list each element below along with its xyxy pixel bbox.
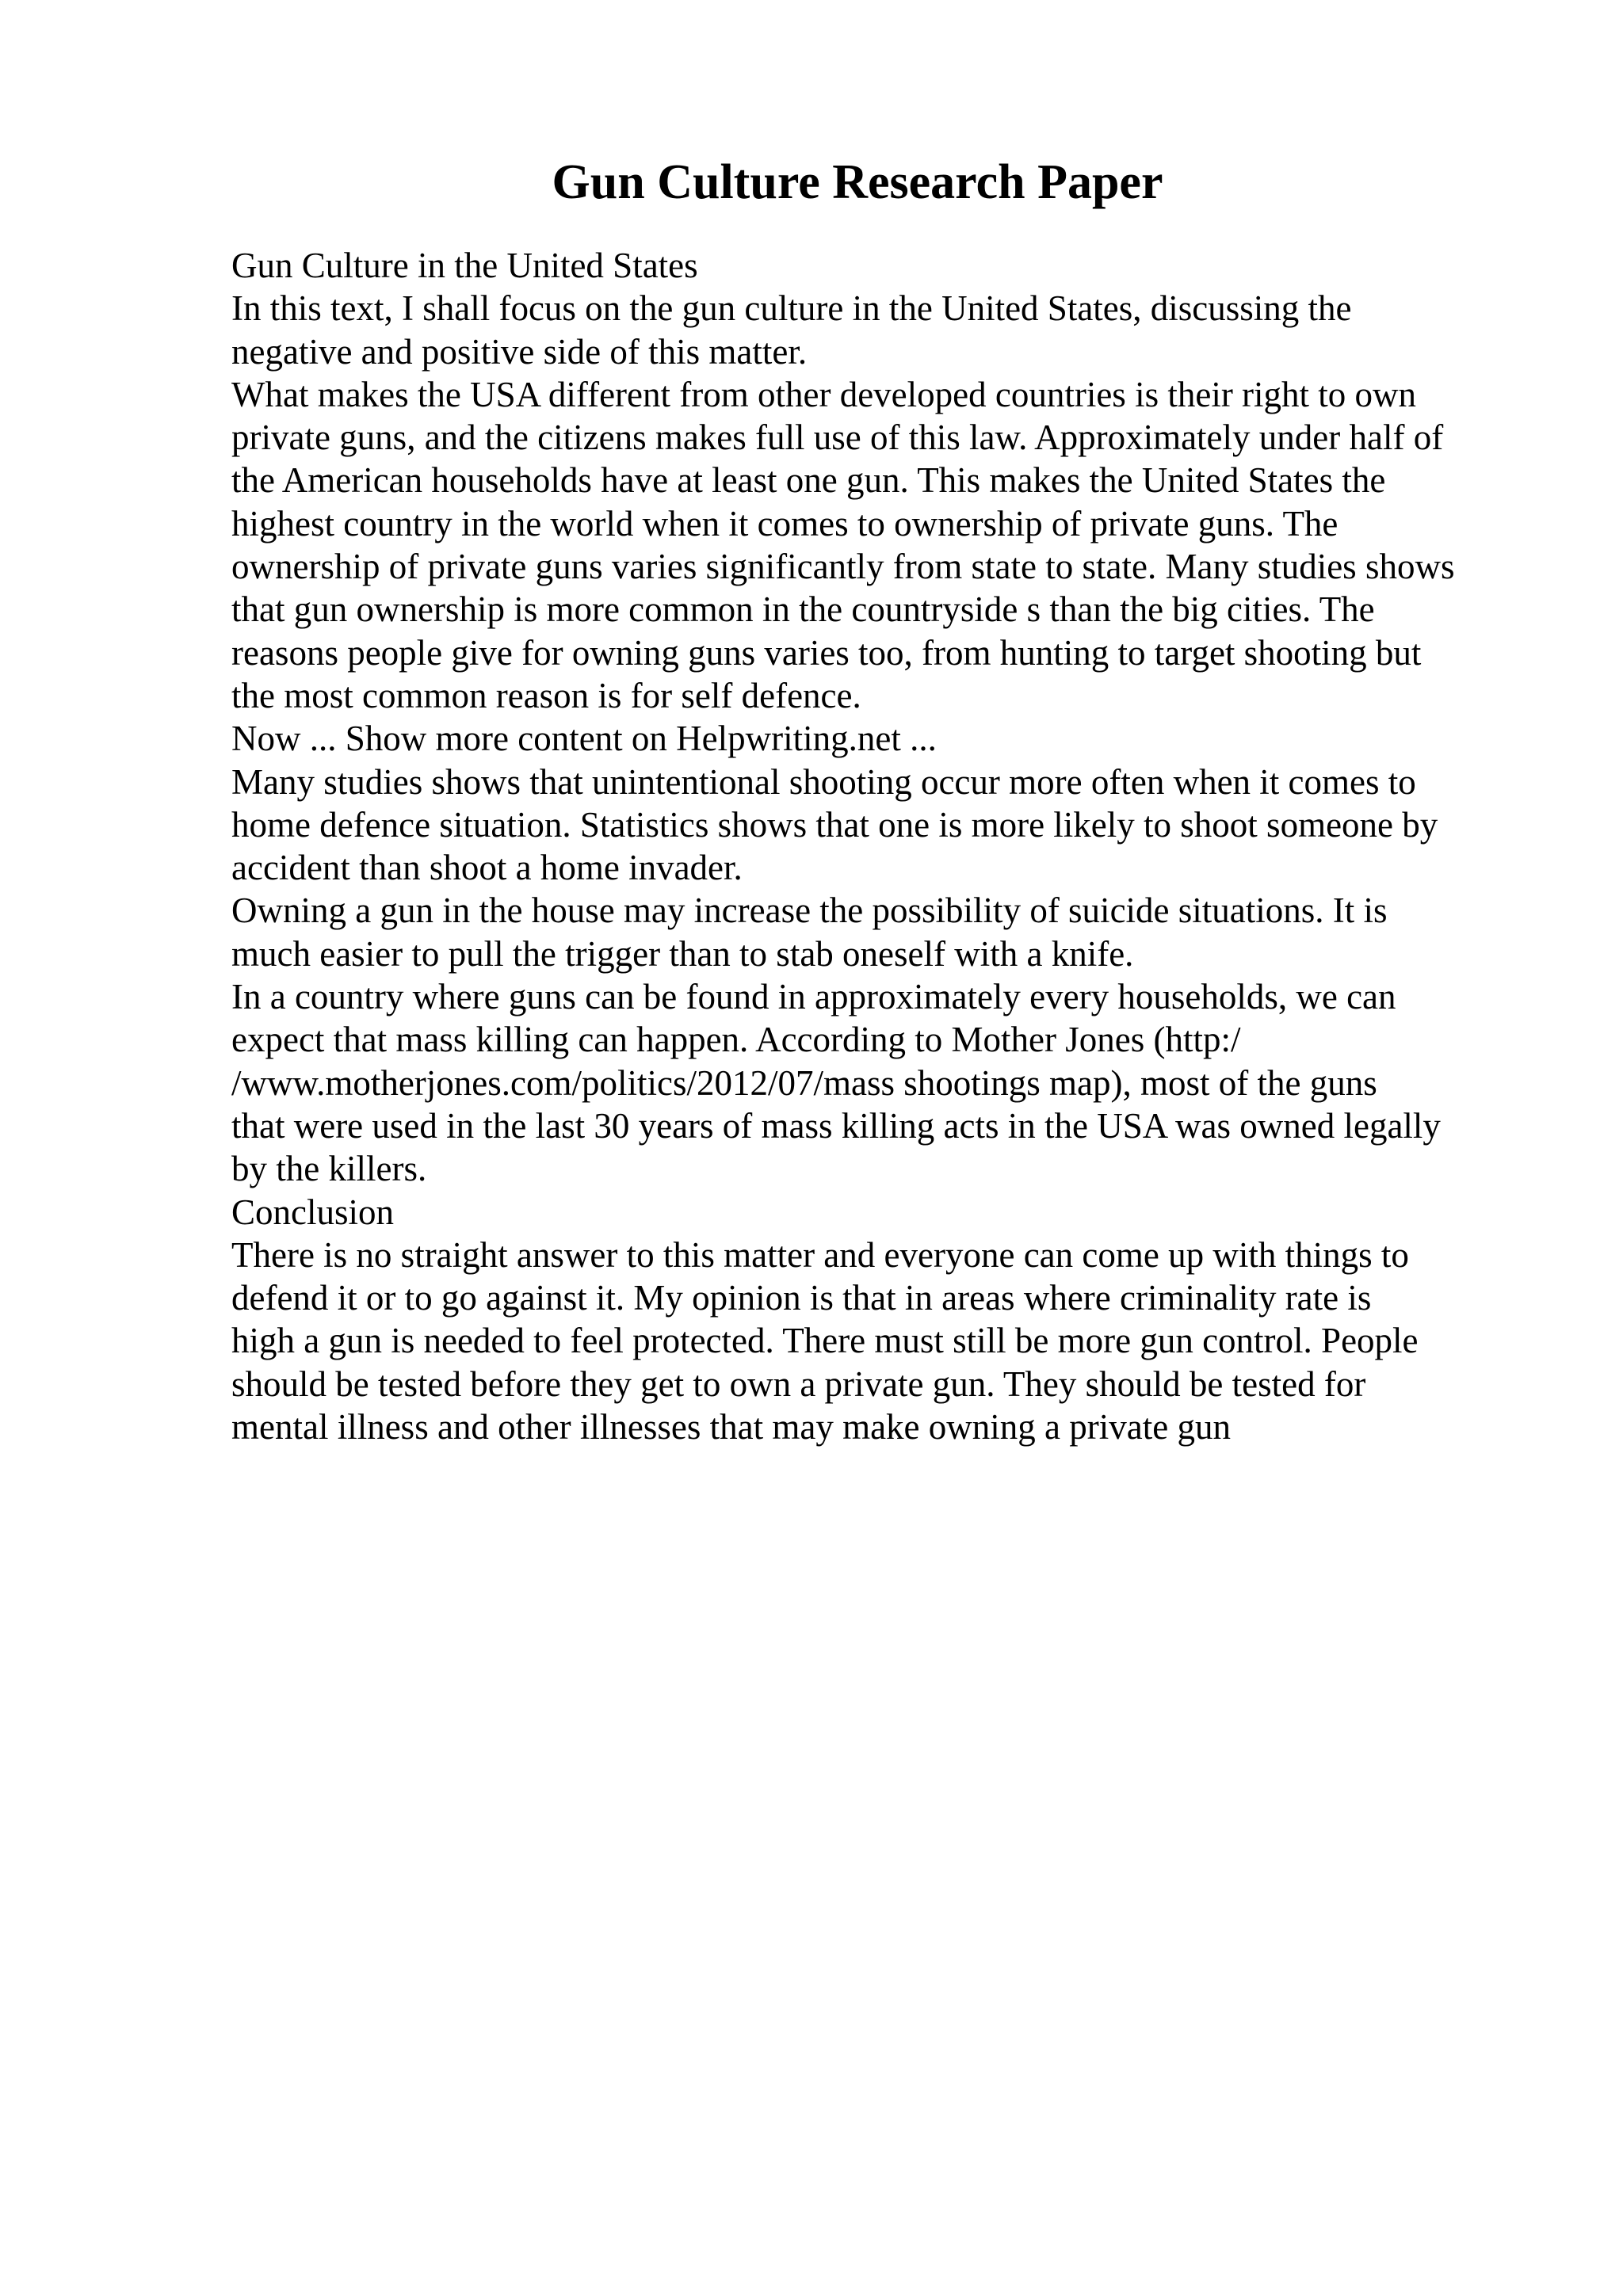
text-line: ownership of private guns varies significantly from state to state. Many studies shows (231, 547, 1455, 587)
text-line: defend it or to go against it. My opinion is that in areas where criminality rate is (231, 1278, 1372, 1318)
text-line: that were used in the last 30 years of mass killing acts in the USA was owned legally (231, 1105, 1441, 1146)
text-line: that gun ownership is more common in the countryside s than the big cities. The (231, 589, 1375, 630)
text-line: much easier to pull the trigger than to stab oneself with a knife. (231, 933, 1134, 974)
text-line: highest country in the world when it comes to ownership of private guns. The (231, 503, 1338, 543)
text-line: home defence situation. Statistics shows that one is more likely to shoot someone by (231, 804, 1438, 845)
text-line: private guns, and the citizens makes full use of this law. Approximately under half of (231, 418, 1444, 458)
text-line: There is no straight answer to this matter and everyone can come up with things to (231, 1234, 1409, 1275)
text-line: Owning a gun in the house may increase the possibility of suicide situations. It is (231, 891, 1388, 931)
document-title: Gun Culture Research Paper (552, 155, 1163, 209)
text-line: Many studies shows that unintentional shooting occur more often when it comes to (231, 761, 1416, 802)
text-line: What makes the USA different from other developed countries is their right to own (231, 374, 1417, 414)
text-line: negative and positive side of this matter. (231, 331, 808, 372)
text-line: Gun Culture in the United States (231, 246, 698, 285)
show-more-link[interactable]: Now ... Show more content on Helpwriting.net ... (231, 719, 937, 759)
text-line: the American households have at least one gun. This makes the United States the (231, 460, 1386, 501)
section-heading-conclusion: Conclusion (231, 1192, 395, 1232)
text-line: expect that mass killing can happen. According to Mother Jones (http:/ (231, 1020, 1241, 1060)
text-line: accident than shoot a home invader. (231, 848, 743, 888)
text-line: the most common reason is for self defence. (231, 675, 861, 715)
text-line: should be tested before they get to own a private gun. They should be tested for (231, 1363, 1366, 1404)
text-line: mental illness and other illnesses that may make owning a private gun (231, 1407, 1231, 1447)
text-line: In a country where guns can be found in approximately every households, we can (231, 977, 1396, 1017)
document-body (231, 244, 1515, 1448)
text-line: In this text, I shall focus on the gun culture in the United States, discussing the (231, 288, 1352, 329)
text-line: by the killers. (231, 1149, 427, 1189)
text-line: /www.motherjones.com/politics/2012/07/mass shootings map), most of the guns (231, 1062, 1377, 1103)
text-line: high a gun is needed to feel protected. There must still be more gun control. People (231, 1321, 1419, 1361)
text-line: reasons people give for owning guns varies too, from hunting to target shooting but (231, 632, 1422, 673)
